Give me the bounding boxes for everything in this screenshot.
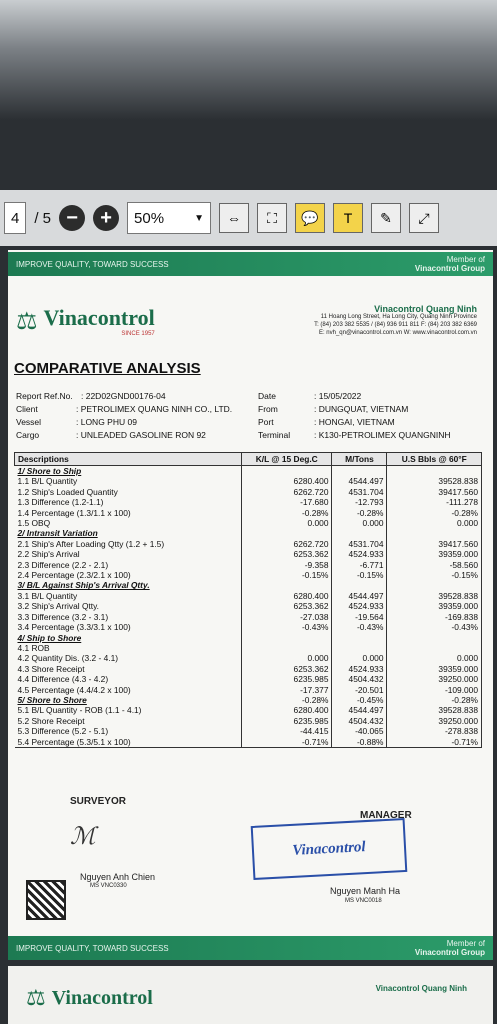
row-value (387, 643, 482, 653)
row-description: 2/ Intransit Variation (17, 528, 98, 539)
row-value: 0.000 (332, 653, 387, 663)
row-description: 3/ B/L Against Ship's Arrival Qtty. (17, 580, 150, 591)
row-description: 5/ Shore to Shore (17, 694, 87, 705)
footer-group: Vinacontrol Group (414, 948, 485, 957)
next-branch: Vinacontrol Quang Ninh (375, 984, 467, 993)
row-value: 39250.000 (387, 716, 482, 726)
fit-width-icon[interactable]: ⇔ (219, 203, 249, 233)
row-value: 39528.838 (387, 591, 482, 601)
table-row (15, 497, 482, 507)
col-descriptions: Descriptions (15, 453, 242, 466)
table-row (15, 476, 482, 486)
row-value: -0.43% (332, 622, 387, 632)
row-description: 4/ Ship to Shore (17, 632, 82, 643)
text-icon[interactable]: T (333, 203, 363, 233)
table-row (15, 685, 482, 695)
surveyor-signature: ℳ (70, 822, 96, 850)
row-value: 4524.933 (332, 601, 387, 611)
row-value: 4504.432 (332, 674, 387, 684)
row-value: 39359.000 (387, 601, 482, 611)
row-value: -0.28% (242, 508, 332, 518)
row-value: 4544.497 (332, 476, 387, 486)
page-number-field[interactable] (4, 202, 26, 234)
table-row (15, 549, 482, 559)
row-value: -20.501 (332, 685, 387, 695)
zoom-value: 50% (134, 209, 165, 227)
table-row (15, 726, 482, 736)
row-value (387, 466, 482, 477)
row-value: -44.415 (242, 726, 332, 736)
pdf-toolbar (0, 190, 497, 246)
branch-name: Vinacontrol Quang Ninh (374, 304, 477, 314)
row-description: 5.3 Difference (5.2 - 5.1) (17, 726, 109, 737)
page-current[interactable]: 4 (11, 209, 20, 227)
row-description: 3.2 Ship's Arrival Qtty. (17, 601, 99, 612)
manager-ms: MS VNC0018 (345, 898, 382, 904)
logo-text: Vinacontrol (43, 305, 155, 330)
row-description: 1.5 OBQ (17, 518, 51, 529)
table-row (15, 539, 482, 549)
row-description: 3.1 B/L Quantity (17, 590, 78, 601)
table-row (15, 570, 482, 580)
fullscreen-icon[interactable]: ⤢ (409, 203, 439, 233)
section-row (15, 695, 482, 705)
row-value: -0.28% (242, 695, 332, 705)
chevron-down-icon[interactable]: ▼ (194, 212, 205, 224)
surveyor-name: Nguyen Anh Chien (80, 872, 156, 882)
row-value: -0.15% (242, 570, 332, 580)
row-value: -6.771 (332, 560, 387, 570)
row-value: -0.71% (387, 737, 482, 748)
row-value: -111.278 (387, 497, 482, 507)
next-page-logo (26, 985, 153, 1011)
cargo-value: : UNLEADED GASOLINE RON 92 (76, 430, 206, 440)
footer-banner (8, 936, 493, 960)
row-value: -0.28% (387, 695, 482, 705)
row-value: -0.43% (387, 622, 482, 632)
row-value: 4544.497 (332, 591, 387, 601)
logo-since: SINCE 1957 (121, 331, 155, 337)
row-value: 39250.000 (387, 674, 482, 684)
row-value (242, 633, 332, 643)
table-row (15, 664, 482, 674)
port-label: Port (258, 417, 274, 427)
manager-name: Nguyen Manh Ha (330, 886, 401, 896)
row-description: 1.1 B/L Quantity (17, 476, 78, 487)
company-stamp (251, 818, 408, 880)
table-row (15, 612, 482, 622)
row-description: 1.3 Difference (1.2-1.1) (17, 497, 104, 508)
row-description: 2.3 Difference (2.2 - 2.1) (17, 559, 109, 570)
row-value: 39417.560 (387, 487, 482, 497)
col-bbls: U.S Bbls @ 60°F (387, 453, 482, 466)
terminal-value: : K130-PETROLIMEX QUANGNINH (314, 430, 451, 440)
branch-address: 11 Hoang Long Street, Ha Long City, Quang Ninh Province (320, 314, 477, 320)
branch-info (314, 305, 477, 337)
footer-member: Member of (446, 939, 485, 948)
minus-icon[interactable]: − (59, 205, 85, 231)
table-row (15, 518, 482, 528)
row-value: 4531.704 (332, 487, 387, 497)
vessel-label: Vessel (16, 417, 42, 427)
row-value: -40.065 (332, 726, 387, 736)
next-logo-text: Vinacontrol (51, 986, 153, 1009)
row-value: 6235.985 (242, 674, 332, 684)
row-value: -0.88% (332, 737, 387, 748)
row-value: 0.000 (387, 653, 482, 663)
row-value: 6280.400 (242, 705, 332, 715)
meta-left (16, 390, 232, 442)
row-value: 4504.432 (332, 716, 387, 726)
row-value: -27.038 (242, 612, 332, 622)
row-value: -109.000 (387, 685, 482, 695)
from-label: From (258, 404, 278, 414)
col-mtons: M/Tons (332, 453, 387, 466)
row-value (387, 633, 482, 643)
row-value (242, 466, 332, 477)
row-value: 0.000 (387, 518, 482, 528)
row-value: -0.71% (242, 737, 332, 748)
branch-email: E: nvh_qn@vinacontrol.com.vn W: www.vinacontrol.com.vn (318, 330, 477, 336)
row-value: -0.15% (387, 570, 482, 580)
row-value: 6262.720 (242, 487, 332, 497)
monitor-bezel-glare (0, 0, 497, 120)
banner-slogan: IMPROVE QUALITY, TOWARD SUCCESS (16, 259, 169, 269)
cargo-label: Cargo (16, 430, 40, 440)
row-value: 0.000 (332, 518, 387, 528)
table-row (15, 705, 482, 715)
port-value: : HONGAI, VIETNAM (314, 417, 395, 427)
comparison-table (14, 452, 482, 748)
company-logo (16, 305, 155, 337)
row-value: 4531.704 (332, 539, 387, 549)
row-value: -0.43% (242, 622, 332, 632)
row-value: -0.28% (387, 508, 482, 518)
row-value (332, 633, 387, 643)
row-description: 5.4 Percentage (5.3/5.1 x 100) (15, 737, 242, 748)
footer-slogan: IMPROVE QUALITY, TOWARD SUCCESS (16, 943, 169, 953)
row-description: 4.5 Percentage (4.4/4.2 x 100) (17, 684, 131, 695)
stamp-text: Vinacontrol (291, 838, 367, 859)
row-value: 39359.000 (387, 549, 482, 559)
scales-icon: ⚖ (16, 307, 38, 335)
row-value: 6280.400 (242, 591, 332, 601)
row-value (387, 580, 482, 590)
row-value: -19.564 (332, 612, 387, 622)
table-row (15, 716, 482, 726)
section-row (15, 528, 482, 538)
row-value: 6253.362 (242, 601, 332, 611)
row-value: 4544.497 (332, 705, 387, 715)
row-value: -0.28% (332, 508, 387, 518)
meta-right (258, 390, 451, 442)
table-header-row (15, 453, 482, 466)
vessel-value: : LONG PHU 09 (76, 417, 137, 427)
page-total: / 5 (34, 209, 52, 227)
row-value: 39528.838 (387, 476, 482, 486)
row-description: 1.2 Ship's Loaded Quantity (17, 486, 118, 497)
row-value: -169.838 (387, 612, 482, 622)
document-title: COMPARATIVE ANALYSIS (14, 360, 201, 377)
row-value (387, 528, 482, 538)
branch-phone: T: (84) 203 382 5535 / (84) 936 911 811 F: (84) 203 382 6369 (314, 322, 477, 328)
date-label: Date (258, 391, 276, 401)
section-row (15, 633, 482, 643)
row-description: 1.4 Percentage (1.3/1.1 x 100) (17, 507, 131, 518)
row-value (242, 528, 332, 538)
row-value (332, 580, 387, 590)
plus-icon[interactable]: + (93, 205, 119, 231)
row-value: 0.000 (242, 518, 332, 528)
table-row (15, 591, 482, 601)
table-row (15, 737, 482, 748)
row-value: 39528.838 (387, 705, 482, 715)
fit-page-icon[interactable]: ⛶ (257, 203, 287, 233)
client-value: : PETROLIMEX QUANG NINH CO., LTD. (76, 404, 233, 414)
table-row (15, 508, 482, 518)
row-description: 4.1 ROB (17, 642, 50, 653)
row-value: 39417.560 (387, 539, 482, 549)
table-row (15, 653, 482, 663)
qr-code (26, 880, 66, 920)
ref-value: : 22D02GND00176-04 (81, 391, 166, 401)
row-value (332, 466, 387, 477)
row-value: 6280.400 (242, 476, 332, 486)
manager-label: MANAGER (360, 810, 412, 821)
row-value (332, 528, 387, 538)
table-row (15, 622, 482, 632)
row-description: 3.4 Percentage (3.3/3.1 x 100) (17, 622, 131, 633)
surveyor-label: SURVEYOR (70, 796, 126, 807)
row-value: -9.358 (242, 560, 332, 570)
table-row (15, 560, 482, 570)
banner-member: Member of (446, 255, 485, 264)
row-value: 0.000 (242, 653, 332, 663)
row-description: 1/ Shore to Ship (17, 466, 82, 476)
row-description: 5.2 Shore Receipt (17, 715, 85, 726)
row-value: 6235.985 (242, 716, 332, 726)
ref-label: Report Ref.No. (16, 391, 73, 401)
row-description: 4.2 Quantity Dis. (3.2 - 4.1) (17, 653, 119, 664)
terminal-label: Terminal (258, 430, 291, 440)
row-value: -17.377 (242, 685, 332, 695)
header-banner (8, 252, 493, 276)
row-value: -278.838 (387, 726, 482, 736)
table-row (15, 674, 482, 684)
row-description: 4.3 Shore Receipt (17, 663, 85, 674)
row-description: 5.1 B/L Quantity - ROB (1.1 - 4.1) (17, 705, 142, 716)
comment-icon[interactable]: 💬 (295, 203, 325, 233)
from-value: : DUNGQUAT, VIETNAM (314, 404, 409, 414)
row-value: 4524.933 (332, 549, 387, 559)
row-value: 6253.362 (242, 664, 332, 674)
client-label: Client (16, 404, 38, 414)
row-value (332, 643, 387, 653)
section-row (15, 466, 482, 477)
section-row (15, 580, 482, 590)
row-value: -58.560 (387, 560, 482, 570)
table-row (15, 487, 482, 497)
table-row (15, 643, 482, 653)
row-description: 4.4 Difference (4.3 - 4.2) (17, 674, 109, 685)
row-description: 2.1 Ship's After Loading Qtty (1.2 + 1.5) (17, 538, 165, 549)
row-value (242, 580, 332, 590)
row-description: 2.2 Ship's Arrival (17, 549, 80, 560)
row-description: 2.4 Percentage (2.3/2.1 x 100) (17, 570, 131, 581)
row-value: -12.793 (332, 497, 387, 507)
surveyor-ms: MS VNC0330 (90, 883, 127, 889)
table-row (15, 601, 482, 611)
banner-group: Vinacontrol Group (414, 264, 485, 273)
row-value: -0.45% (332, 695, 387, 705)
row-value: -17.680 (242, 497, 332, 507)
zoom-select[interactable] (127, 202, 211, 234)
table-body (15, 466, 482, 748)
row-value: 39359.000 (387, 664, 482, 674)
row-value: 4524.933 (332, 664, 387, 674)
scales-icon: ⚖ (26, 985, 46, 1010)
row-description: 3.3 Difference (3.2 - 3.1) (17, 611, 109, 622)
date-value: : 15/05/2022 (314, 391, 362, 401)
pen-icon[interactable]: ✎ (371, 203, 401, 233)
row-value: 6253.362 (242, 549, 332, 559)
col-kl: K/L @ 15 Deg.C (242, 453, 332, 466)
row-value: -0.15% (332, 570, 387, 580)
row-value (242, 643, 332, 653)
row-value: 6262.720 (242, 539, 332, 549)
